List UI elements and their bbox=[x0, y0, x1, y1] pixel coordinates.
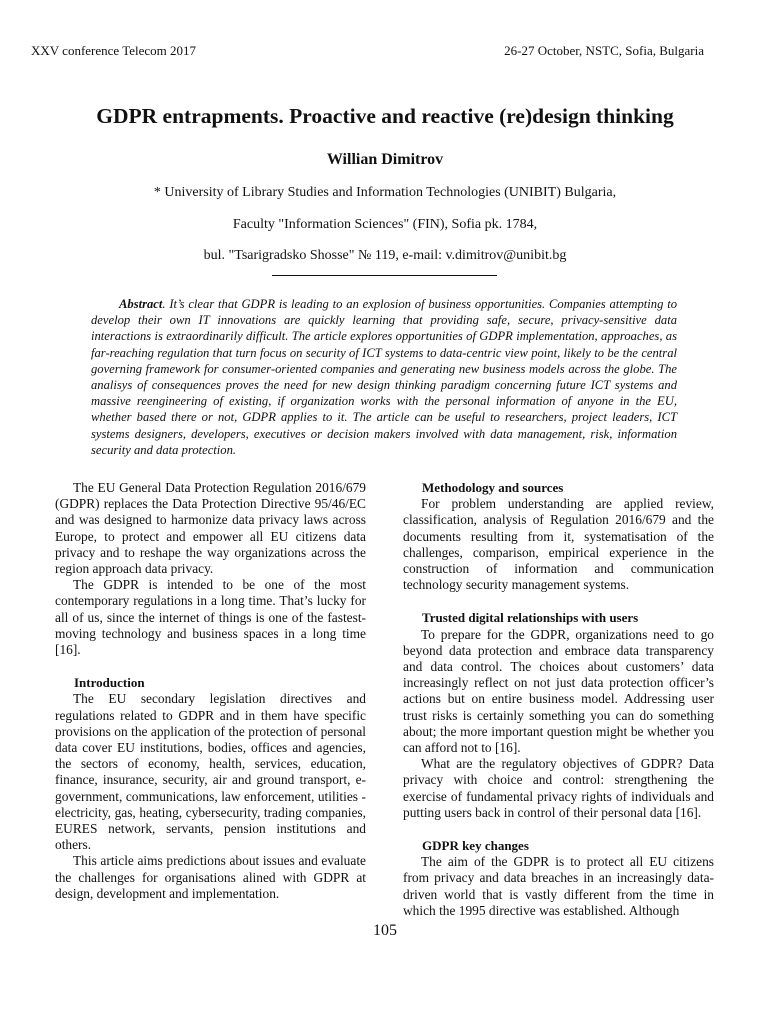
right-column bbox=[403, 480, 714, 919]
affiliation-line-1: * University of Library Studies and Information Technologies (UNIBIT) Bulgaria, bbox=[153, 185, 617, 200]
paragraph: What are the regulatory objectives of GDPR? Data privacy with choice and control: strengthening the exercise of fundamental privacy rights of individuals and putting users back in control of their personal data [16]. bbox=[403, 756, 714, 820]
section-heading-introduction: Introduction bbox=[74, 675, 145, 691]
section-heading-trusted-relationships: Trusted digital relationships with users bbox=[422, 610, 639, 626]
abstract bbox=[91, 296, 677, 458]
paragraph: For problem understanding are applied review, classification, analysis of Regulation 2016/679 and the documents resulting from it, systematisation of the challenges, comparison, empirical experience in the construction of information and communication technology security management systems. bbox=[403, 496, 714, 593]
affiliation-line-3: bul. "Tsarigradsko Shosse" № 119, e-mail: v.dimitrov@unibit.bg bbox=[203, 248, 567, 263]
abstract-label: Abstract bbox=[119, 297, 163, 311]
paragraph: The EU secondary legislation directives and regulations related to GDPR and in them have specific provisions on the application of the protection of personal data cover EU institutions, bodies, offices and agencies, the sectors of economy, health, services, education, finance, insurance, security, air and ground transport, e-government, communications, law enforcement, utilities - electricity, gas, heating, cybersecurity, trading companies, EURES network, servants, pension institutions and others. bbox=[55, 691, 366, 853]
abstract-text: . It’s clear that GDPR is leading to an explosion of business opportunities. Companies attempting to develop their own IT innovations are quickly learning that providing safe, secure, privacy-sensitive data interactions is extraordinarily difficult. The article explores opportunities of GDPR implementation, approaches, as far-reaching regulation that turn focus on security of ICT systems to data-centric view point, likely to be the central governing framework for consumer-oriented companies and generating new business models across the globe. The analisys of consequences proves the need for new design thinking paradigm concerning future ICT systems and massive reengineering of existing, if organization works with the personal information of anyone in the EU, whether based there or not, GDPR applies to it. The article can be useful to researchers, project leaders, ICT systems designers, developers, executives or decision makers involved with data management, risk, information security and data protection. bbox=[91, 297, 677, 457]
left-column bbox=[55, 480, 366, 902]
paragraph: The EU General Data Protection Regulation 2016/679 (GDPR) replaces the Data Protection Directive 95/46/EC and was designed to harmonize data privacy laws across Europe, to protect and empower all EU citizens data privacy and to reshape the way organizations across the region approach data privacy. bbox=[55, 480, 366, 577]
section-heading-methodology: Methodology and sources bbox=[422, 480, 564, 495]
page-number: 105 bbox=[373, 922, 397, 939]
paper-title: GDPR entrapments. Proactive and reactive (re)design thinking bbox=[96, 104, 674, 128]
author-name: Willian Dimitrov bbox=[326, 151, 444, 168]
running-header-right: 26-27 October, NSTC, Sofia, Bulgaria bbox=[504, 43, 704, 58]
paragraph: This article aims predictions about issues and evaluate the challenges for organisations alined with GDPR at design, development and implementation. bbox=[55, 853, 366, 901]
paragraph: To prepare for the GDPR, organizations need to go beyond data protection and embrace data transparency and data control. The choices about customers’ data increasingly reflect on not just data protection officer’s actions but on entire business model. Addressing user trust risks is certainly something you can do something about; the more important question might be whether you can afford not to [16]. bbox=[403, 626, 714, 756]
affiliation-line-2: Faculty "Information Sciences" (FIN), Sofia pk. 1784, bbox=[232, 217, 538, 232]
paragraph: The aim of the GDPR is to protect all EU citizens from privacy and data breaches in an increasingly data-driven world that is vastly different from the time in which the 1995 directive was established. Although bbox=[403, 854, 714, 918]
section-heading-key-changes: GDPR key changes bbox=[422, 838, 529, 854]
separator-rule bbox=[272, 275, 497, 276]
paragraph: The GDPR is intended to be one of the most contemporary regulations in a long time. That’s lucky for all of us, since the internet of things is one of the fastest-moving technology and business spaces in a long time [16]. bbox=[55, 577, 366, 658]
running-header-left: XXV conference Telecom 2017 bbox=[31, 43, 197, 58]
